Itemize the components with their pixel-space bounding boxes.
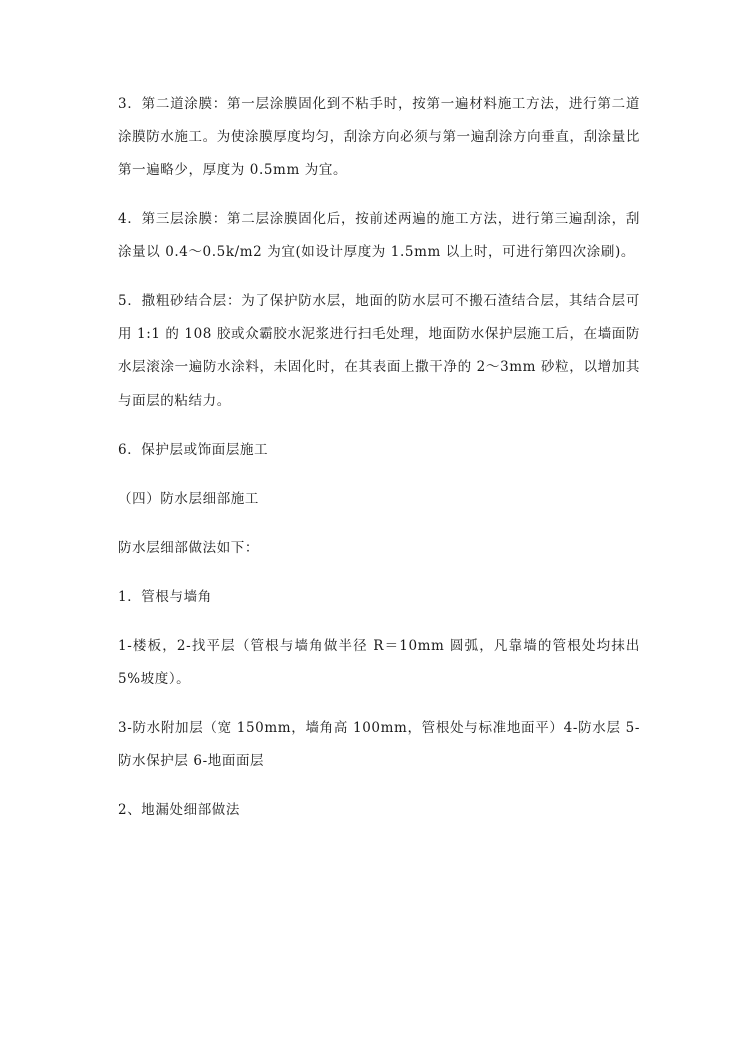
paragraph-protective-layer: 6．保护层或饰面层施工: [118, 441, 269, 458]
paragraph-pipe-root-and-corner: 1．管根与墙角: [118, 588, 212, 605]
paragraph-waterproof-additional-layer: 3-防水附加层（宽 150mm，墙角高 100mm，管根处与标准地面平）4-防水层 5-防水保护层 6-地面面层: [118, 719, 640, 769]
paragraph-floor-drain-detail: 2、地漏处细部做法: [118, 802, 240, 819]
paragraph-detail-methods-intro: 防水层细部做法如下：: [118, 539, 259, 556]
paragraph-third-coat-film: 4．第三层涂膜：第二层涂膜固化后，按前述两遍的施工方法，进行第三遍刮涂，刮涂量以 0.4～0.5k/m2 为宜(如设计厚度为 1.5mm 以上时，可进行第四次涂刷)。: [118, 211, 640, 261]
document-body: [118, 88, 645, 827]
paragraph-floor-and-leveling: 1-楼板，2-找平层（管根与墙角做半径 R＝10mm 圆弧，凡靠墙的管根处均抹出 5%坡度）。: [118, 637, 645, 687]
paragraph-sand-bonding-layer: 5．撒粗砂结合层：为了保护防水层，地面的防水层可不搬石渣结合层，其结合层可用 1:1 的 108 胶或众霸胶水泥浆进行扫毛处理，地面防水保护层施工后，在墙面防水层滚涂一遍防水涂料，未固化时，在其表面上撒干净的 2～3mm 砂粒，以增加其与面层的粘结力。: [118, 293, 640, 409]
paragraph-second-coat-film: 3．第二道涂膜：第一层涂膜固化到不粘手时，按第一遍材料施工方法，进行第二道涂膜防水施工。为使涂膜厚度均匀，刮涂方向必须与第一遍刮涂方向垂直，刮涂量比第一遍略少，厚度为 0.5mm 为宜。: [118, 96, 640, 179]
paragraph-section-four-heading: （四）防水层细部施工: [118, 490, 259, 507]
